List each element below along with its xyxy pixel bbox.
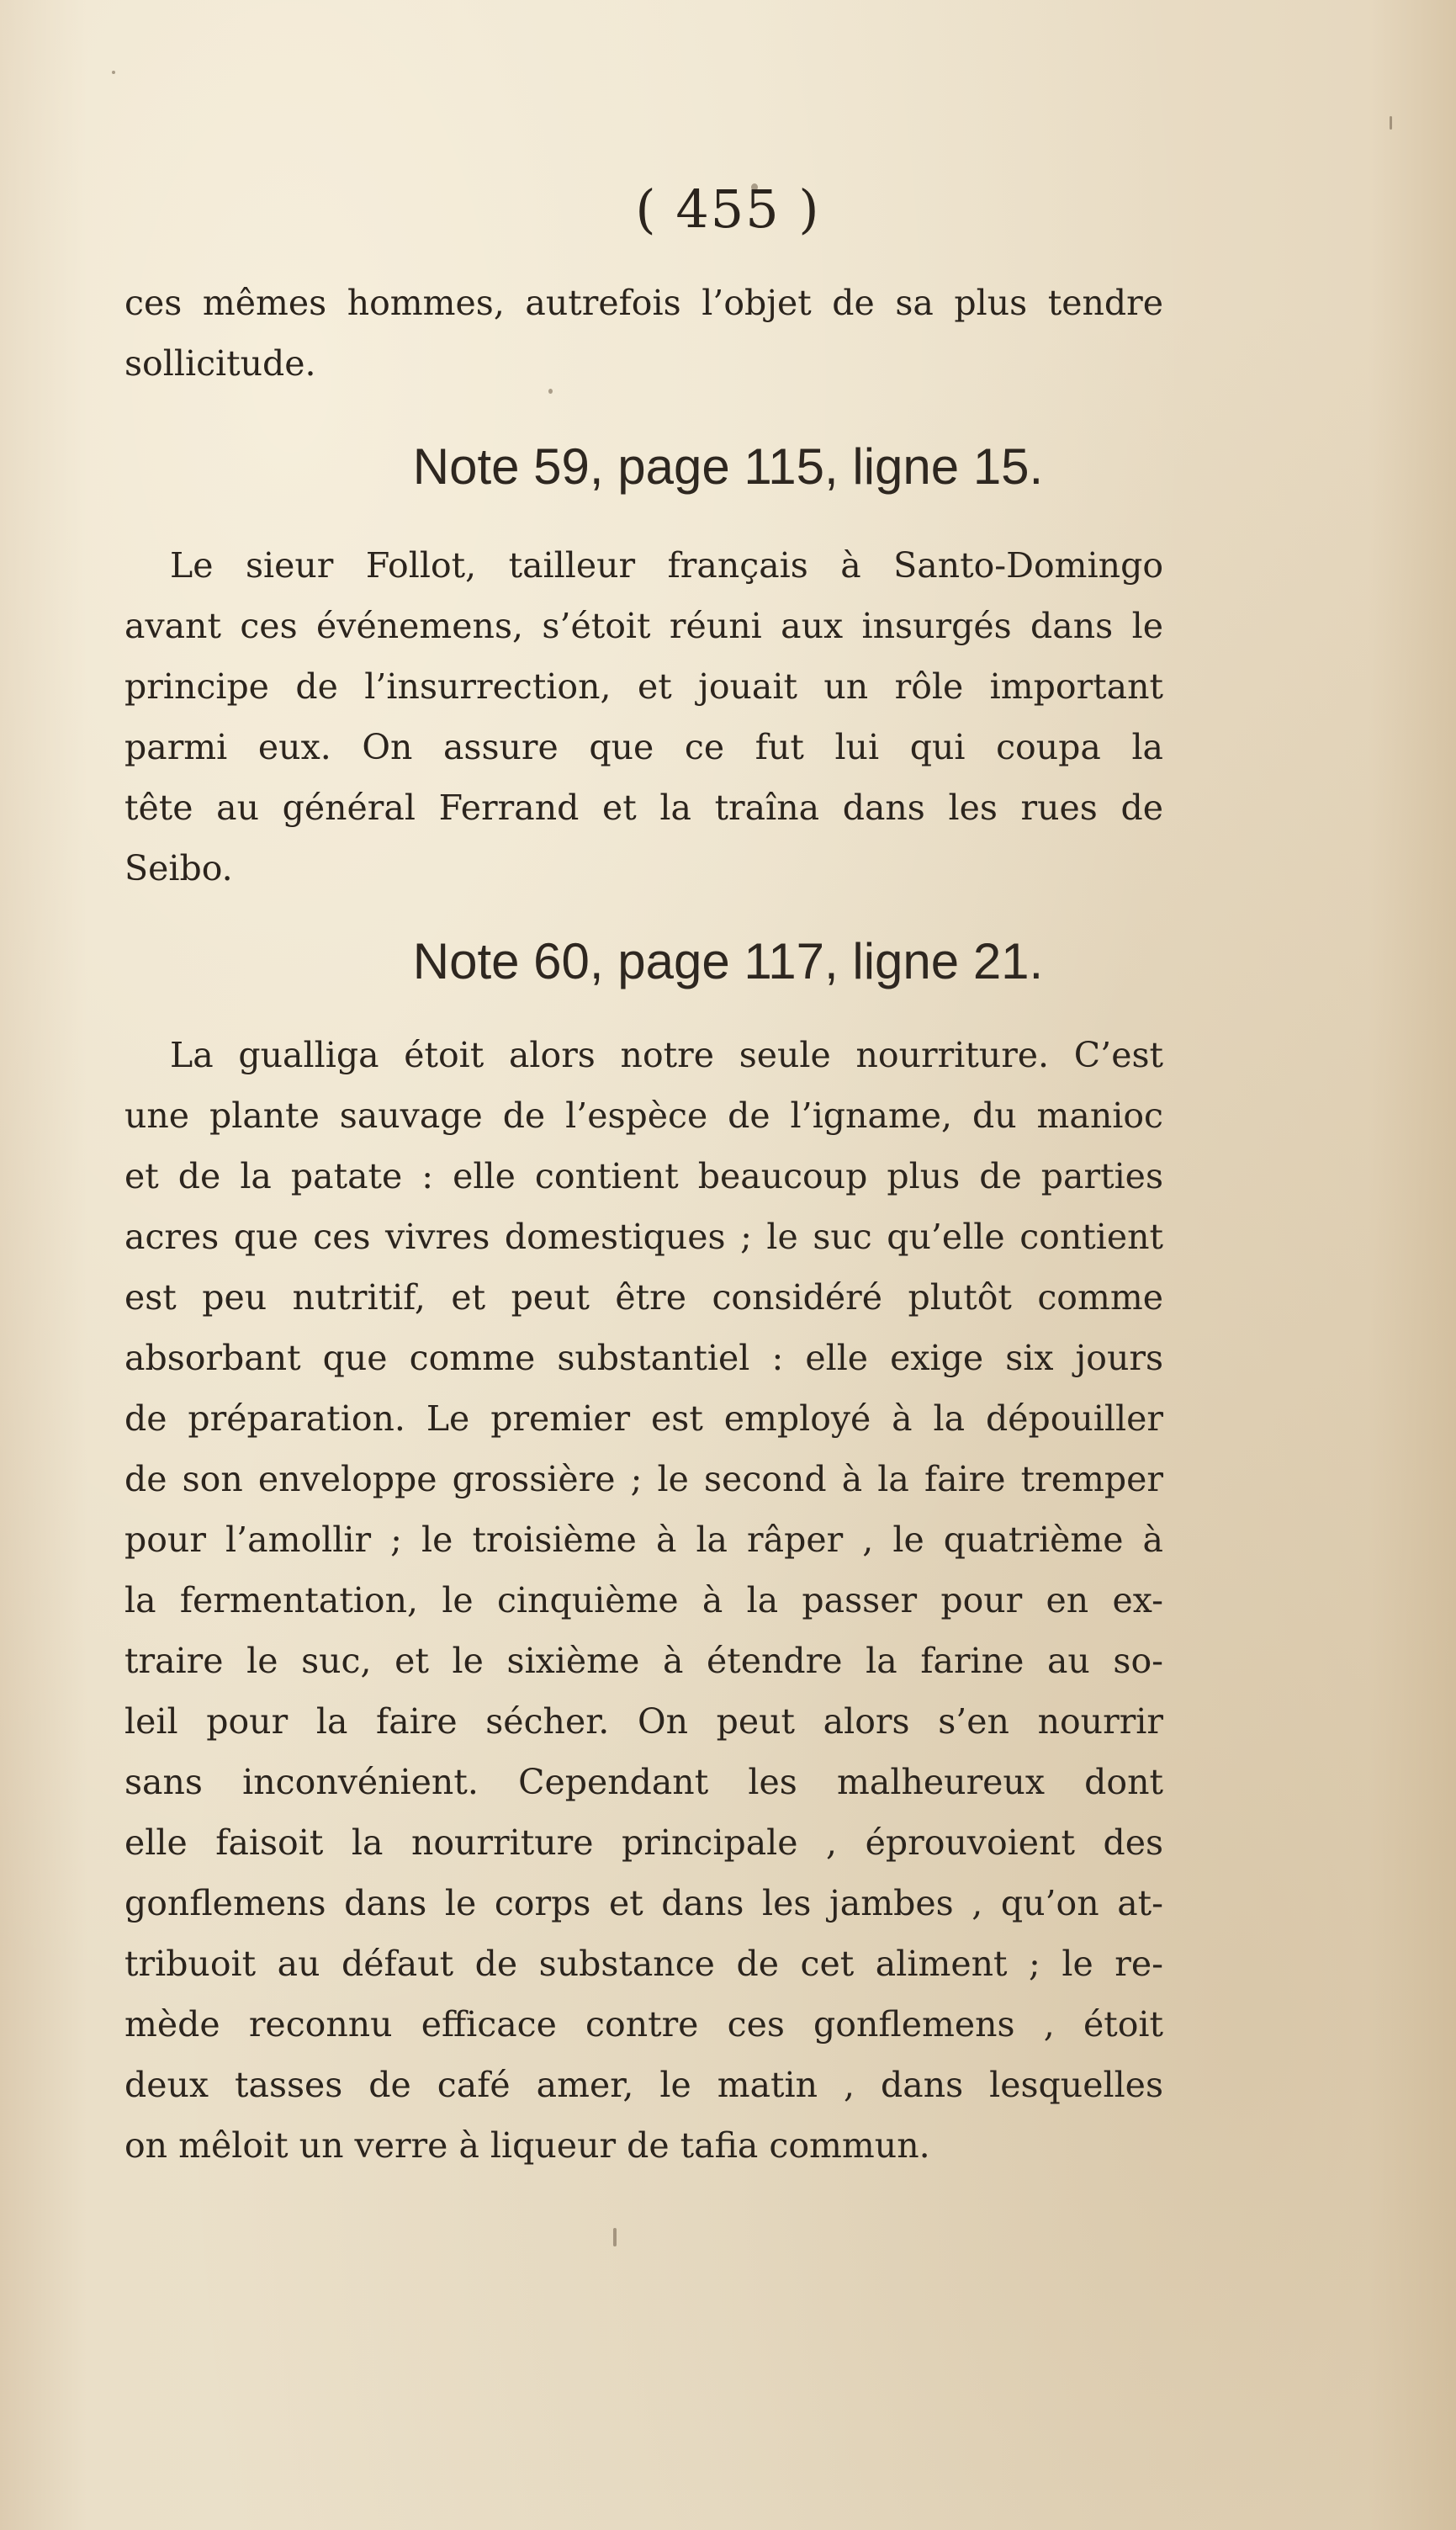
paragraph-line: principe de l’insurrection, et jouait un rôle important [124, 666, 1163, 707]
note-59-body [124, 535, 1163, 899]
paragraph-line: deux tasses de café amer, le matin , dans lesquelles [124, 2065, 1163, 2105]
paragraph-line: on mêloit un verre à liqueur de tafia commun. [124, 2125, 930, 2166]
paragraph-line: une plante sauvage de l’espèce de l’igname, du manioc [124, 1095, 1163, 1136]
paragraph-line: pour l’amollir ; le troisième à la râper , le quatrième à [124, 1520, 1163, 1560]
paragraph-line: Seibo. [124, 848, 233, 888]
paragraph-line: de préparation. Le premier est employé à la dépouiller [124, 1398, 1163, 1439]
paragraph-line: parmi eux. On assure que ce fut lui qui coupa la [124, 727, 1163, 767]
paragraph-line: La gualliga étoit alors notre seule nourriture. C’est [170, 1035, 1163, 1075]
note-60-body [124, 1025, 1163, 2176]
page-number: ( 455 ) [635, 178, 821, 240]
ink-speck [613, 2228, 617, 2246]
paragraph-line: tribuoit au défaut de substance de cet aliment ; le re- [124, 1944, 1163, 1984]
paragraph-line: elle faisoit la nourriture principale , éprouvoient des [124, 1822, 1163, 1863]
paragraph-line: gonflemens dans le corps et dans les jambes , qu’on at- [124, 1883, 1163, 1923]
paragraph-line: traire le suc, et le sixième à étendre la farine au so- [124, 1641, 1163, 1681]
paragraph-line: avant ces événemens, s’étoit réuni aux insurgés dans le [124, 606, 1163, 646]
paragraph-line: acres que ces vivres domestiques ; le suc qu’elle contient [124, 1217, 1163, 1257]
paragraph-line: mède reconnu efficace contre ces gonflemens , étoit [124, 2004, 1163, 2045]
ink-speck [1390, 116, 1392, 130]
paragraph-line: est peu nutritif, et peut être considéré plutôt comme [124, 1277, 1163, 1318]
paragraph-line: de son enveloppe grossière ; le second à la faire tremper [124, 1459, 1163, 1499]
paragraph-line: Le sieur Follot, tailleur français à Santo-Domingo [170, 545, 1163, 586]
paragraph-line: ces mêmes hommes, autrefois l’objet de sa plus tendre [124, 283, 1163, 323]
paragraph-line: sollicitude. [124, 343, 316, 384]
opening-paragraph [124, 273, 1163, 394]
note-60-heading: Note 60, page 117, ligne 21. [412, 933, 1044, 989]
paragraph-line: et de la patate : elle contient beaucoup plus de parties [124, 1156, 1163, 1196]
paragraph-line: tête au général Ferrand et la traîna dans les rues de [124, 788, 1163, 828]
ink-speck [112, 71, 115, 74]
paragraph-line: sans inconvénient. Cependant les malheureux dont [124, 1762, 1163, 1802]
paragraph-line: la fermentation, le cinquième à la passer pour en ex- [124, 1580, 1163, 1620]
paragraph-line: absorbant que comme substantiel : elle exige six jours [124, 1338, 1163, 1378]
note-59-heading: Note 59, page 115, ligne 15. [412, 438, 1044, 495]
paragraph-line: leil pour la faire sécher. On peut alors s’en nourrir [124, 1701, 1163, 1742]
